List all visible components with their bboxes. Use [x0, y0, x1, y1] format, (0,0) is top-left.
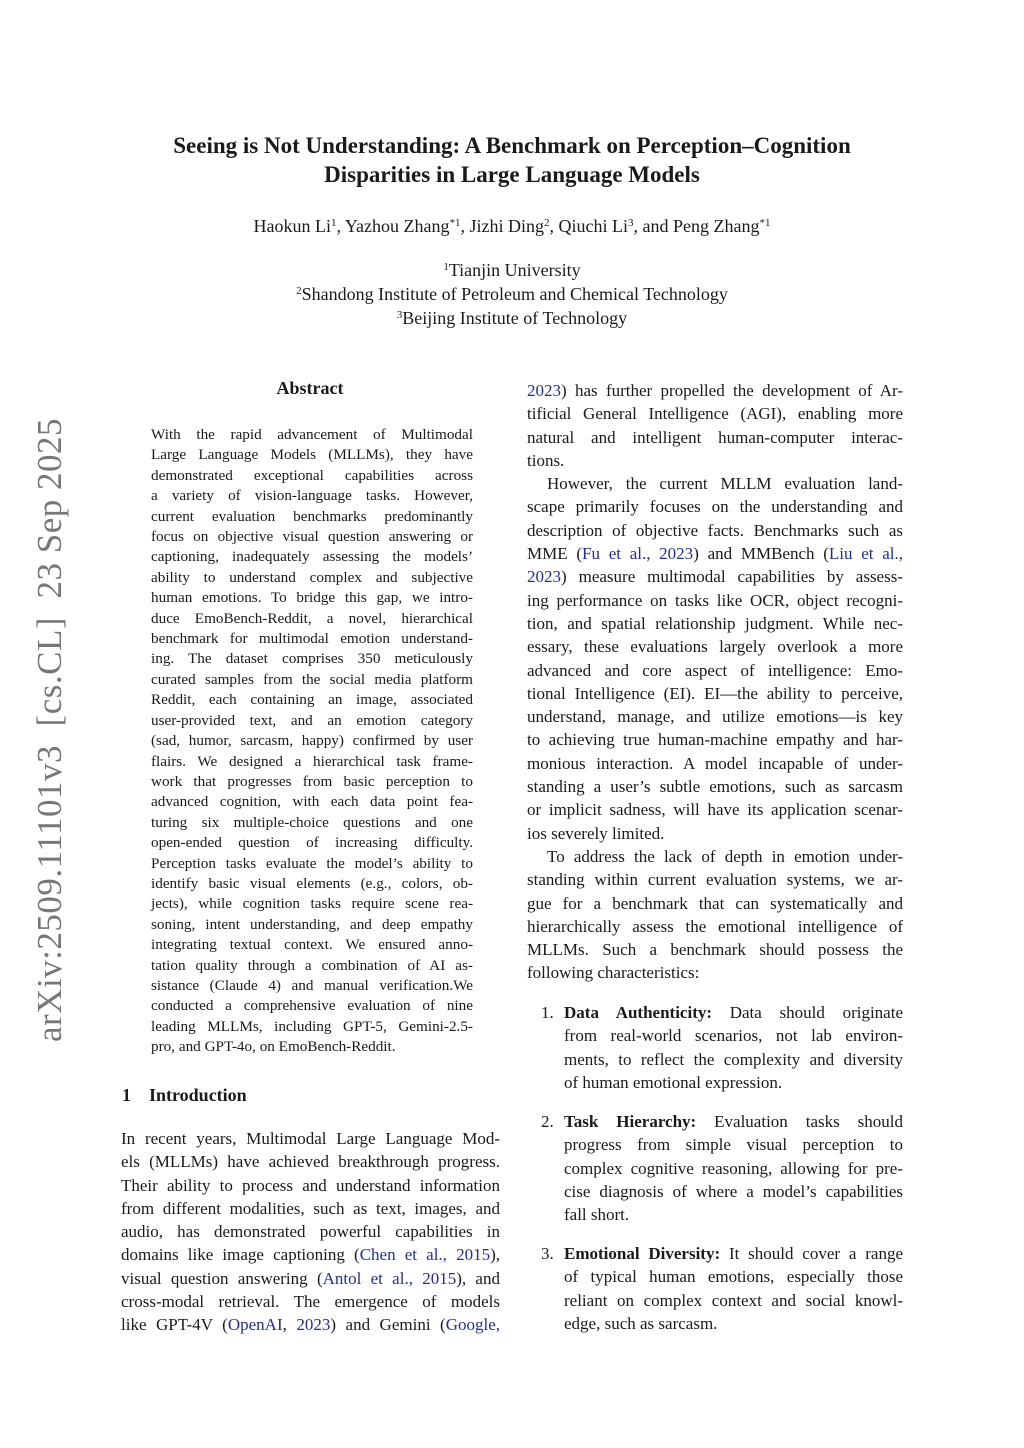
section-number: 1	[122, 1085, 131, 1105]
abstract-line: sistance (Claude 4) and manual verification.We	[151, 976, 473, 994]
citation-link[interactable]: Chen et al., 2015	[359, 1245, 491, 1265]
affiliation-list	[110, 258, 914, 330]
text-line: 2023) has further propelled the development of Ar-	[527, 381, 903, 400]
abstract-line: demonstrated exceptional capabilities across	[151, 466, 473, 484]
list-item: 1. Data Authenticity: Data should originate from real-world scenarios, not lab environ- ments, to reflect the complexity and diversity of human emotional expression.	[527, 1001, 903, 1094]
abstract-line: Large Language Models (MLLMs), they have	[151, 446, 473, 464]
text-line: MME (Fu et al., 2023) and MMBench (Liu et al.,	[527, 544, 904, 564]
affiliation: $^1$Tianjin University	[443, 260, 581, 280]
text-line: scape primarily focuses on the understanding and	[527, 497, 903, 517]
author-list: Haokun Li$^1$, Yazhou Zhang$^{*1}$, Jizhi Ding$^2$, Qiuchi Li$^3$, and Peng Zhang$^{*1}$	[253, 216, 771, 236]
text-line: progress from simple visual perception to	[564, 1135, 903, 1155]
text-line: tificial General Intelligence (AGI), enabling more	[527, 404, 903, 424]
abstract-line: jects), while cognition tasks require scene rea-	[151, 895, 473, 913]
text-line: to achieving true human-machine empathy and har-	[527, 730, 903, 750]
section-title: Introduction	[149, 1085, 247, 1105]
text-line: ments, to reflect the complexity and diversity	[564, 1049, 903, 1069]
text-line: tions.	[527, 450, 565, 470]
text-line: or implicit sadness, will have its application scenar-	[527, 800, 903, 820]
intro-left-column	[121, 1127, 500, 1337]
paragraph	[527, 472, 903, 845]
text-line: fall short.	[564, 1205, 630, 1225]
text-line: audio, has demonstrated powerful capabilities in	[121, 1222, 500, 1242]
abstract-line: advanced cognition, with each data point fea-	[151, 793, 473, 811]
citation-link[interactable]: Liu et al.,	[828, 544, 904, 564]
list-number: 3.	[541, 1244, 554, 1263]
citation-link[interactable]: 2023	[296, 1315, 331, 1335]
abstract-line: integrating textual context. We ensured anno-	[151, 936, 473, 954]
text-line: essary, these evaluations largely overlook a more	[527, 637, 903, 657]
text-line: reliant on complex context and social knowl-	[564, 1290, 903, 1310]
title-line-2: Disparities in Large Language Models	[324, 162, 700, 187]
abstract-line: identify basic visual elements (e.g., colors, ob-	[151, 874, 473, 892]
list-item: 2. Task Hierarchy: Evaluation tasks should progress from simple visual perception to complex cognitive reasoning, allowing for pre- cise diagnosis of where a model’s capabilities fall short.	[527, 1110, 903, 1226]
abstract-line: work that progresses from basic perception to	[151, 772, 473, 790]
affiliation: $^2$Shandong Institute of Petroleum and Chemical Technology	[296, 284, 728, 304]
abstract-line: leading MLLMs, including GPT-5, Gemini-2.5-	[151, 1017, 473, 1035]
text-line: edge, such as sarcasm.	[564, 1313, 718, 1333]
text-line: els (MLLMs) have achieved breakthrough progress.	[121, 1152, 500, 1172]
text-line: standing a user’s subtle emotions, such as sarcasm	[527, 777, 903, 797]
text-line: of typical human emotions, especially those	[564, 1267, 903, 1287]
abstract-line: human emotions. To bridge this gap, we intro-	[151, 589, 473, 607]
citation-link[interactable]: OpenAI	[227, 1315, 283, 1335]
paper-title	[110, 131, 914, 189]
text-line: understand, manage, and utilize emotions—is key	[527, 707, 903, 727]
title-line-1: Seeing is Not Understanding: A Benchmark on Perception–Cognition	[173, 133, 851, 158]
text-line: monious interaction. A model incapable of under-	[527, 753, 903, 773]
abstract-line: captioning, inadequately assessing the models’	[151, 548, 473, 566]
abstract-line: a variety of vision-language tasks. However,	[151, 487, 473, 505]
paragraph	[527, 379, 903, 472]
author: Jizhi Ding$^2$	[469, 216, 550, 236]
intro-right-column	[527, 379, 903, 985]
abstract-line: curated samples from the social media platform	[151, 670, 473, 688]
citation-link[interactable]: 2023	[527, 567, 561, 587]
affiliation: $^3$Beijing Institute of Technology	[396, 308, 628, 328]
citation-link[interactable]: Fu et al., 2023	[582, 544, 694, 564]
abstract-line: duce EmoBench-Reddit, a novel, hierarchical	[151, 609, 473, 627]
abstract-line: tation quality through a combination of AI as-	[151, 956, 473, 974]
abstract-line: (sad, humor, sarcasm, happy) confirmed by user	[151, 732, 473, 750]
abstract-line: ing. The dataset comprises 350 meticulously	[151, 650, 473, 668]
text-line: complex cognitive reasoning, allowing for pre-	[564, 1158, 903, 1178]
text-line: hierarchically assess the emotional intelligence of	[527, 916, 903, 936]
text-line: gue for a benchmark that can systematically and	[527, 893, 903, 913]
text-line: tional Intelligence (EI). EI—the ability to perceive,	[527, 683, 903, 703]
text-line: visual question answering (Antol et al., 2015), and	[121, 1268, 500, 1288]
author: Haokun Li$^1$	[253, 216, 337, 236]
abstract-line: benchmark for multimodal emotion understand-	[151, 630, 473, 648]
text-line: ios severely limited.	[527, 823, 665, 843]
list-term: Emotional Diversity:	[564, 1244, 721, 1263]
text-line: from different modalities, such as text, images, and	[121, 1198, 500, 1218]
text-line: cross-modal retrieval. The emergence of models	[121, 1292, 500, 1312]
text-line: tion, and spatial relationship judgment. While nec-	[527, 613, 903, 633]
list-number: 2.	[541, 1112, 554, 1131]
text-line: Their ability to process and understand information	[121, 1175, 500, 1195]
citation-link[interactable]: Antol et al., 2015	[322, 1268, 457, 1288]
abstract-line: open-ended question of increasing difficulty.	[151, 834, 473, 852]
text-line: 2023) measure multimodal capabilities by assess-	[527, 567, 903, 587]
abstract-line: pro, and GPT-4o, on EmoBench-Reddit.	[151, 1038, 396, 1056]
text-line: of human emotional expression.	[564, 1072, 783, 1092]
text-line: like GPT-4V (OpenAI, 2023) and Gemini (Google,	[121, 1315, 501, 1335]
abstract-line: user-provided text, and an emotion category	[151, 711, 473, 729]
abstract-line: soning, intent understanding, and deep empathy	[151, 915, 473, 933]
abstract-line: flairs. We designed a hierarchical task frame-	[151, 752, 473, 770]
text-line: MLLMs. Such a benchmark should possess the	[527, 940, 903, 960]
text-line: standing within current evaluation systems, we ar-	[527, 870, 903, 890]
text-line: To address the lack of depth in emotion under-	[547, 846, 903, 866]
text-line: domains like image captioning (Chen et al., 2015),	[121, 1245, 500, 1265]
text-line: natural and intelligent human-computer interac-	[527, 427, 903, 447]
citation-link[interactable]: 2023	[527, 381, 561, 400]
section-heading	[122, 1085, 247, 1106]
list-term: Task Hierarchy:	[564, 1112, 697, 1131]
text-line: cise diagnosis of where a model’s capabilities	[564, 1181, 903, 1201]
abstract-line: turing six multiple-choice questions and one	[151, 813, 473, 831]
text-line: following characteristics:	[527, 963, 700, 983]
text-line: from real-world scenarios, not lab environ-	[564, 1026, 903, 1046]
list-number: 1.	[541, 1003, 554, 1022]
abstract-line: ability to understand complex and subjective	[151, 568, 473, 586]
abstract-line: current evaluation benchmarks predominantly	[151, 507, 473, 525]
text-line: ing performance on tasks like OCR, object recogni-	[527, 590, 903, 610]
author: Qiuchi Li$^3$	[558, 216, 634, 236]
author: Peng Zhang$^{*1}$	[673, 216, 771, 236]
abstract-line: Reddit, each containing an image, associated	[151, 691, 473, 709]
abstract-body	[151, 425, 473, 1058]
abstract-line: focus on objective visual question answering or	[151, 528, 473, 546]
abstract-heading: Abstract	[276, 378, 344, 398]
paragraph	[527, 845, 903, 985]
list-term: Data Authenticity:	[564, 1003, 713, 1022]
list-item: 3. Emotional Diversity: It should cover a range of typical human emotions, especially those reliant on complex context and social knowl- edge, such as sarcasm.	[527, 1242, 903, 1335]
text-line: In recent years, Multimodal Large Language Mod-	[121, 1129, 500, 1148]
abstract-line: Perception tasks evaluate the model’s ability to	[151, 854, 473, 872]
abstract-line: With the rapid advancement of Multimodal	[151, 426, 473, 443]
abstract-line: conducted a comprehensive evaluation of nine	[151, 997, 473, 1015]
text-line: description of objective facts. Benchmarks such as	[527, 520, 903, 540]
citation-link[interactable]: Google,	[445, 1315, 501, 1335]
arxiv-stamp	[20, 417, 80, 1043]
text-line: advanced and core aspect of intelligence: Emo-	[527, 660, 903, 680]
arxiv-id: arXiv:2509.11101v3 [cs.CL] 23 Sep 2025	[30, 417, 69, 1043]
author: Yazhou Zhang$^{*1}$	[344, 216, 461, 236]
text-line: However, the current MLLM evaluation land-	[547, 474, 903, 494]
